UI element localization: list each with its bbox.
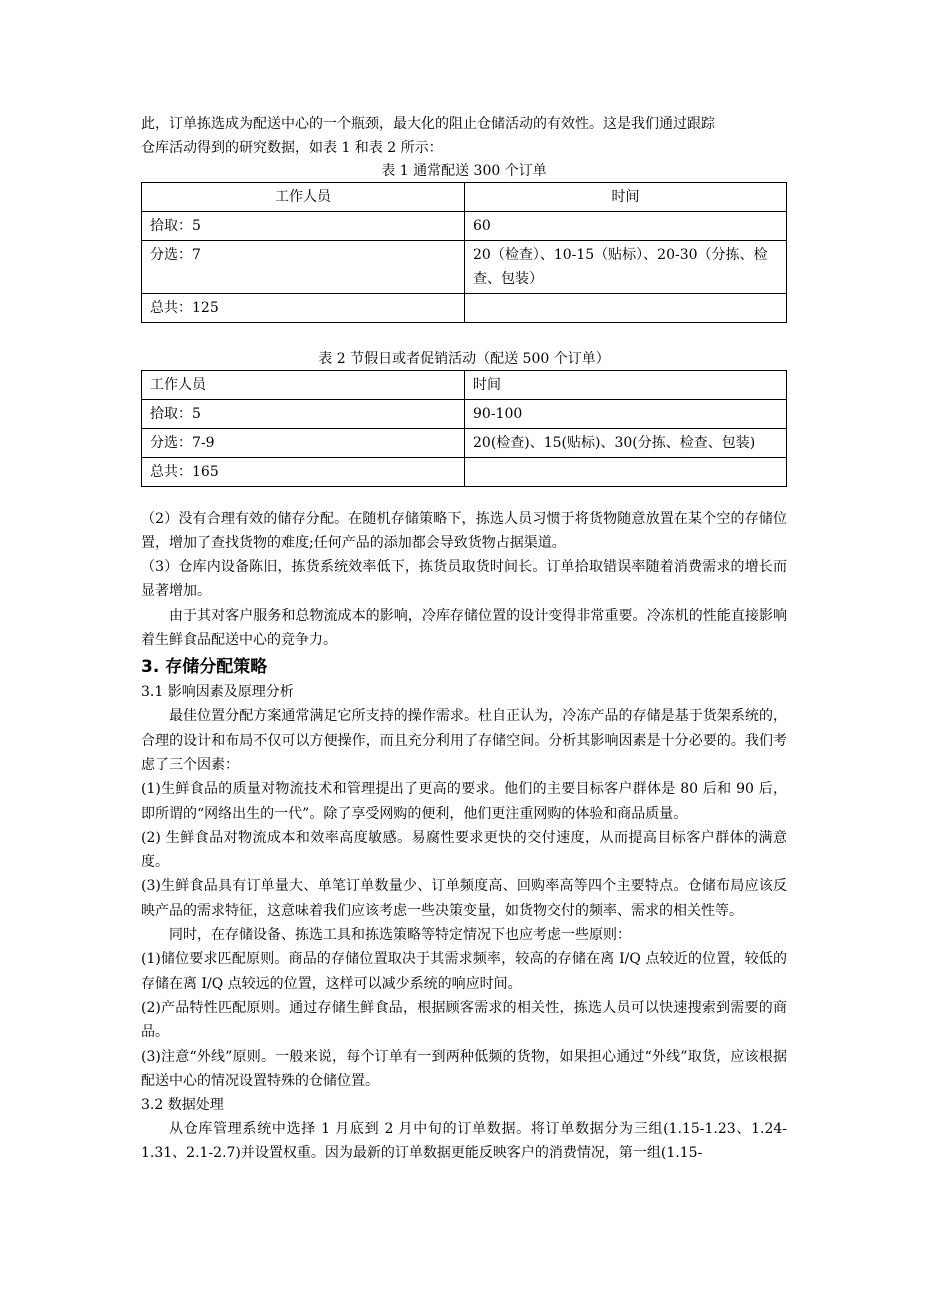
- table1-cell-staff: 分选：7: [142, 240, 465, 293]
- subsection-3-1-title: 3.1 影响因素及原理分析: [141, 684, 294, 701]
- principle-2: (2)产品特性匹配原则。通过存储生鲜食品，根据顾客需求的相关性，拣选人员可以快速搜索到需要的商品。: [141, 999, 787, 1041]
- paragraph-4: 由于其对客户服务和总物流成本的影响，冷库存储位置的设计变得非常重要。冷冻机的性能直接影响着生鲜食品配送中心的竞争力。: [141, 607, 787, 649]
- table1-cell-time: [465, 293, 787, 322]
- table2-caption: 表 2 节假日或者促销活动（配送 500 个订单）: [318, 350, 610, 367]
- table1-header-time: 时间: [465, 182, 787, 211]
- paragraph-3: （3）仓库内设备陈旧，拣货系统效率低下，拣货员取货时间长。订单拾取错误率随着消费需求的增长而显著增加。: [141, 559, 787, 600]
- table2-cell-staff: 拾取：5: [142, 399, 465, 428]
- table2-cell-staff: 总共：165: [142, 457, 465, 486]
- table1-cell-staff: 拾取：5: [142, 211, 465, 240]
- page-content: [141, 112, 787, 1166]
- section-3-1-paragraph-1: 最佳位置分配方案通常满足它所支持的操作需求。杜自正认为，冷冻产品的存储是基于货架系统的，合理的设计和布局不仅可以方便操作，而且充分利用了存储空间。分析其影响因素是十分必要的。我们考虑了三个因素：: [141, 708, 787, 773]
- principle-1: (1)储位要求匹配原则。商品的存储位置取决于其需求频率，较高的存储在离 I/Q 点较近的位置，较低的存储在离 I/Q 点较远的位置，这样可以减少系统的响应时间。: [141, 951, 787, 992]
- table1-header-row: [142, 182, 787, 211]
- principle-3: (3)注意“外线”原则。一般来说，每个订单有一到两种低频的货物，如果担心通过“外线”取货，应该根据配送中心的情况设置特殊的仓储位置。: [141, 1048, 787, 1089]
- table2: [141, 370, 787, 487]
- table-row: [142, 240, 787, 293]
- table2-cell-time: 20(检查)、15(贴标)、30(分拣、检查、包装): [465, 428, 787, 457]
- table-row: [142, 293, 787, 322]
- table1-cell-staff: 总共：125: [142, 293, 465, 322]
- table1: [141, 182, 787, 323]
- table2-cell-staff: 分选：7-9: [142, 428, 465, 457]
- table1-header-staff: 工作人员: [142, 182, 465, 211]
- section-3-title: 3. 存储分配策略: [141, 657, 268, 678]
- table1-caption: 表 1 通常配送 300 个订单: [381, 162, 547, 179]
- table2-header-staff: 工作人员: [142, 370, 465, 399]
- table-row: [142, 457, 787, 486]
- table1-cell-time: 20（检查）、10-15（贴标）、20-30（分拣、检查、包装）: [465, 240, 787, 293]
- table2-header-time: 时间: [465, 370, 787, 399]
- table2-header-row: [142, 370, 787, 399]
- section-3-1-paragraph-2: 同时，在存储设备、拣选工具和拣选策略等特定情况下也应考虑一些原则：: [169, 927, 631, 944]
- table2-cell-time: [465, 457, 787, 486]
- intro-line-1: 此，订单拣选成为配送中心的一个瓶颈，最大化的阻止仓储活动的有效性。这是我们通过跟踪: [141, 116, 715, 132]
- paragraph-2: （2）没有合理有效的储存分配。在随机存储策略下，拣选人员习惯于将货物随意放置在某个空的存储位置，增加了查找货物的难度;任何产品的添加都会导致货物占据渠道。: [141, 510, 787, 551]
- factor-1: (1)生鲜食品的质量对物流技术和管理提出了更高的要求。他们的主要目标客户群体是 80 后和 90 后，即所谓的“网络出生的一代”。除了享受网购的便利，他们更注重网购的体验和商品质量。: [141, 781, 787, 822]
- subsection-3-2-title: 3.2 数据处理: [141, 1097, 224, 1114]
- intro-line-2: 仓库活动得到的研究数据，如表 1 和表 2 所示：: [141, 140, 443, 157]
- table-row: [142, 211, 787, 240]
- table2-cell-time: 90-100: [465, 399, 787, 428]
- factor-2: (2) 生鲜食品对物流成本和效率高度敏感。易腐性要求更快的交付速度，从而提高目标客户群体的满意度。: [141, 829, 787, 871]
- section-3-2-paragraph-1: 从仓库管理系统中选择 1 月底到 2 月中旬的订单数据。将订单数据分为三组(1.15-1.23、1.24-1.31、2.1-2.7)并设置权重。因为最新的订单数据更能反映客户的消费情况，第一组(1.15-: [141, 1121, 787, 1162]
- table1-cell-time: 60: [465, 211, 787, 240]
- table-row: [142, 399, 787, 428]
- factor-3: (3)生鲜食品具有订单量大、单笔订单数量少、订单频度高、回购率高等四个主要特点。仓储布局应该反映产品的需求特征，这意味着我们应该考虑一些决策变量，如货物交付的频率、需求的相关性等。: [141, 878, 787, 919]
- table-row: [142, 428, 787, 457]
